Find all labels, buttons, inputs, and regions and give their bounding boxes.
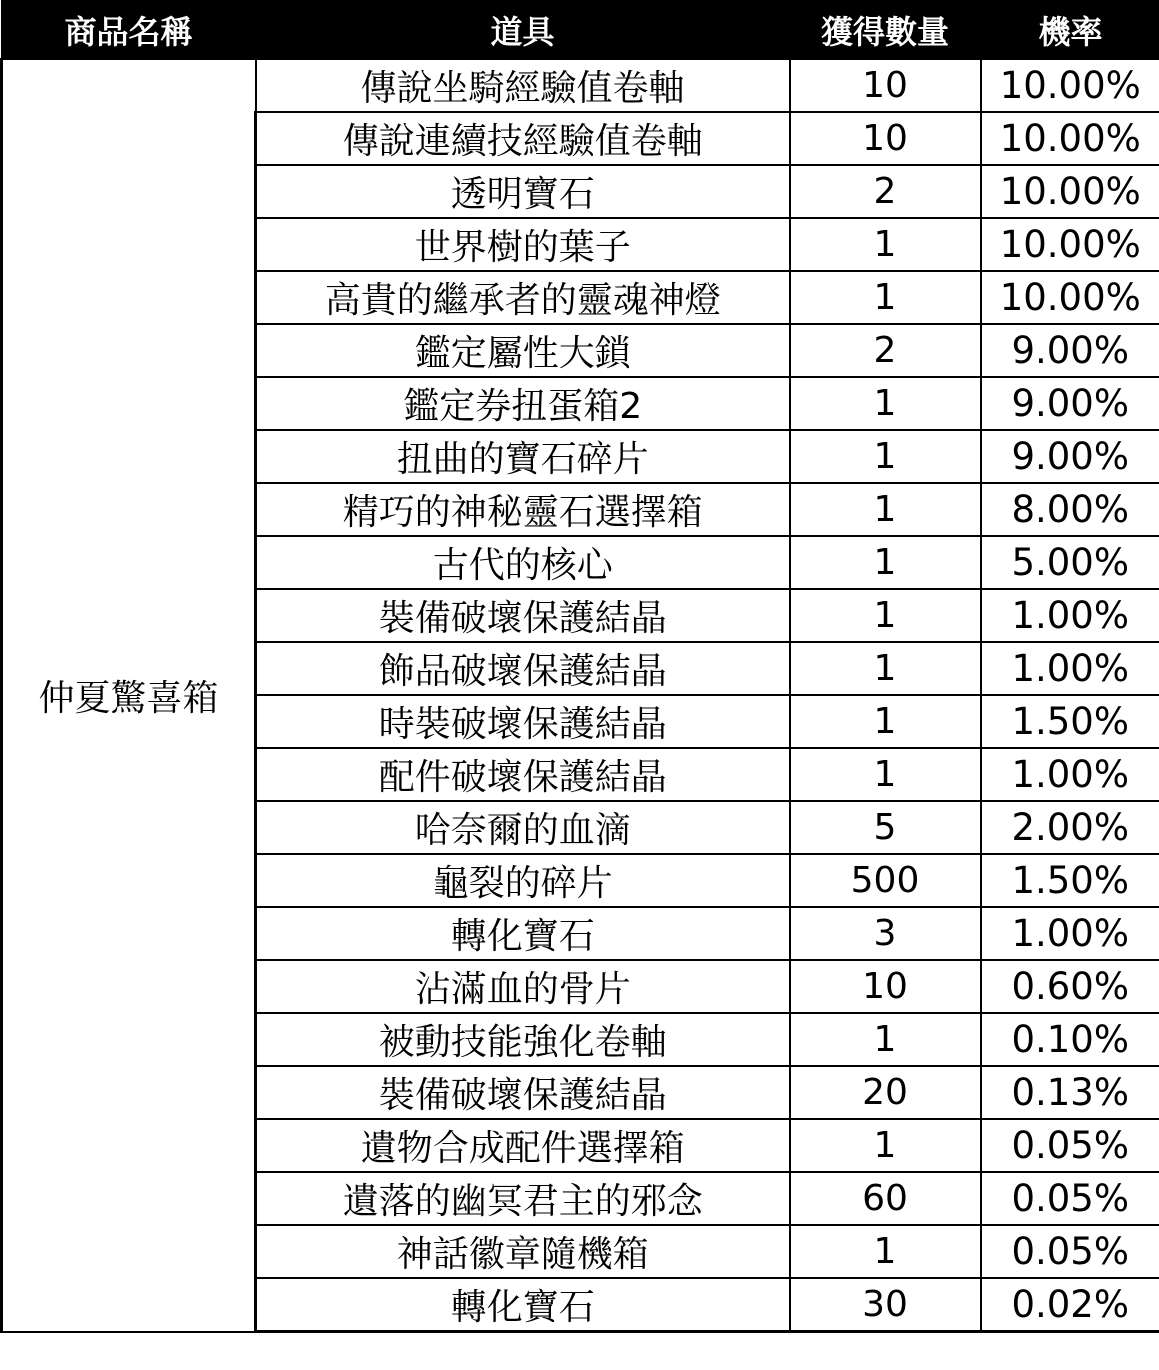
probability-cell: 1.00% <box>981 748 1159 801</box>
quantity-cell: 1 <box>790 483 981 536</box>
probability-cell: 9.00% <box>981 324 1159 377</box>
quantity-cell: 5 <box>790 801 981 854</box>
quantity-cell: 1 <box>790 642 981 695</box>
item-name-cell: 世界樹的葉子 <box>256 218 790 271</box>
probability-cell: 9.00% <box>981 377 1159 430</box>
item-name-cell: 鑑定屬性大鎖 <box>256 324 790 377</box>
item-name-cell: 被動技能強化卷軸 <box>256 1013 790 1066</box>
item-name-cell: 高貴的繼承者的靈魂神燈 <box>256 271 790 324</box>
probability-cell: 9.00% <box>981 430 1159 483</box>
table-body <box>2 59 1159 1332</box>
item-name-cell: 哈奈爾的血滴 <box>256 801 790 854</box>
probability-cell: 10.00% <box>981 59 1159 112</box>
item-name-cell: 轉化寶石 <box>256 1278 790 1332</box>
item-name-cell: 傳說坐騎經驗值卷軸 <box>256 59 790 112</box>
item-name-cell: 精巧的神秘靈石選擇箱 <box>256 483 790 536</box>
item-name-cell: 飾品破壞保護結晶 <box>256 642 790 695</box>
quantity-cell: 1 <box>790 589 981 642</box>
item-name-cell: 轉化寶石 <box>256 907 790 960</box>
probability-cell: 0.60% <box>981 960 1159 1013</box>
quantity-cell: 1 <box>790 218 981 271</box>
quantity-cell: 500 <box>790 854 981 907</box>
quantity-cell: 60 <box>790 1172 981 1225</box>
item-name-cell: 配件破壞保護結晶 <box>256 748 790 801</box>
probability-cell: 5.00% <box>981 536 1159 589</box>
box-name-cell: 仲夏驚喜箱 <box>2 59 256 1332</box>
quantity-cell: 10 <box>790 960 981 1013</box>
header-item: 道具 <box>256 1 790 59</box>
quantity-cell: 1 <box>790 1225 981 1278</box>
probability-cell: 0.10% <box>981 1013 1159 1066</box>
probability-cell: 0.02% <box>981 1278 1159 1332</box>
probability-cell: 2.00% <box>981 801 1159 854</box>
header-quantity: 獲得數量 <box>790 1 981 59</box>
quantity-cell: 30 <box>790 1278 981 1332</box>
item-name-cell: 裝備破壞保護結晶 <box>256 589 790 642</box>
header-row <box>2 1 1159 59</box>
probability-cell: 0.05% <box>981 1225 1159 1278</box>
quantity-cell: 1 <box>790 695 981 748</box>
probability-cell: 8.00% <box>981 483 1159 536</box>
probability-cell: 10.00% <box>981 271 1159 324</box>
item-name-cell: 遺物合成配件選擇箱 <box>256 1119 790 1172</box>
header-probability: 機率 <box>981 1 1159 59</box>
quantity-cell: 1 <box>790 430 981 483</box>
item-name-cell: 扭曲的寶石碎片 <box>256 430 790 483</box>
quantity-cell: 3 <box>790 907 981 960</box>
item-name-cell: 沾滿血的骨片 <box>256 960 790 1013</box>
item-name-cell: 神話徽章隨機箱 <box>256 1225 790 1278</box>
probability-cell: 10.00% <box>981 218 1159 271</box>
quantity-cell: 1 <box>790 748 981 801</box>
quantity-cell: 10 <box>790 59 981 112</box>
quantity-cell: 2 <box>790 324 981 377</box>
header-product-name: 商品名稱 <box>2 1 256 59</box>
quantity-cell: 10 <box>790 112 981 165</box>
probability-cell: 10.00% <box>981 112 1159 165</box>
item-name-cell: 古代的核心 <box>256 536 790 589</box>
item-name-cell: 鑑定券扭蛋箱2 <box>256 377 790 430</box>
probability-cell: 1.00% <box>981 589 1159 642</box>
item-name-cell: 傳說連續技經驗值卷軸 <box>256 112 790 165</box>
item-name-cell: 時裝破壞保護結晶 <box>256 695 790 748</box>
quantity-cell: 1 <box>790 1119 981 1172</box>
probability-cell: 10.00% <box>981 165 1159 218</box>
item-name-cell: 裝備破壞保護結晶 <box>256 1066 790 1119</box>
quantity-cell: 1 <box>790 1013 981 1066</box>
item-name-cell: 透明寶石 <box>256 165 790 218</box>
probability-cell: 0.05% <box>981 1172 1159 1225</box>
probability-cell: 1.00% <box>981 642 1159 695</box>
table-row <box>2 59 1159 112</box>
probability-cell: 0.13% <box>981 1066 1159 1119</box>
item-name-cell: 龜裂的碎片 <box>256 854 790 907</box>
quantity-cell: 2 <box>790 165 981 218</box>
probability-cell: 1.50% <box>981 854 1159 907</box>
quantity-cell: 20 <box>790 1066 981 1119</box>
quantity-cell: 1 <box>790 271 981 324</box>
probability-cell: 1.00% <box>981 907 1159 960</box>
probability-cell: 1.50% <box>981 695 1159 748</box>
quantity-cell: 1 <box>790 377 981 430</box>
quantity-cell: 1 <box>790 536 981 589</box>
item-name-cell: 遺落的幽冥君主的邪念 <box>256 1172 790 1225</box>
probability-cell: 0.05% <box>981 1119 1159 1172</box>
